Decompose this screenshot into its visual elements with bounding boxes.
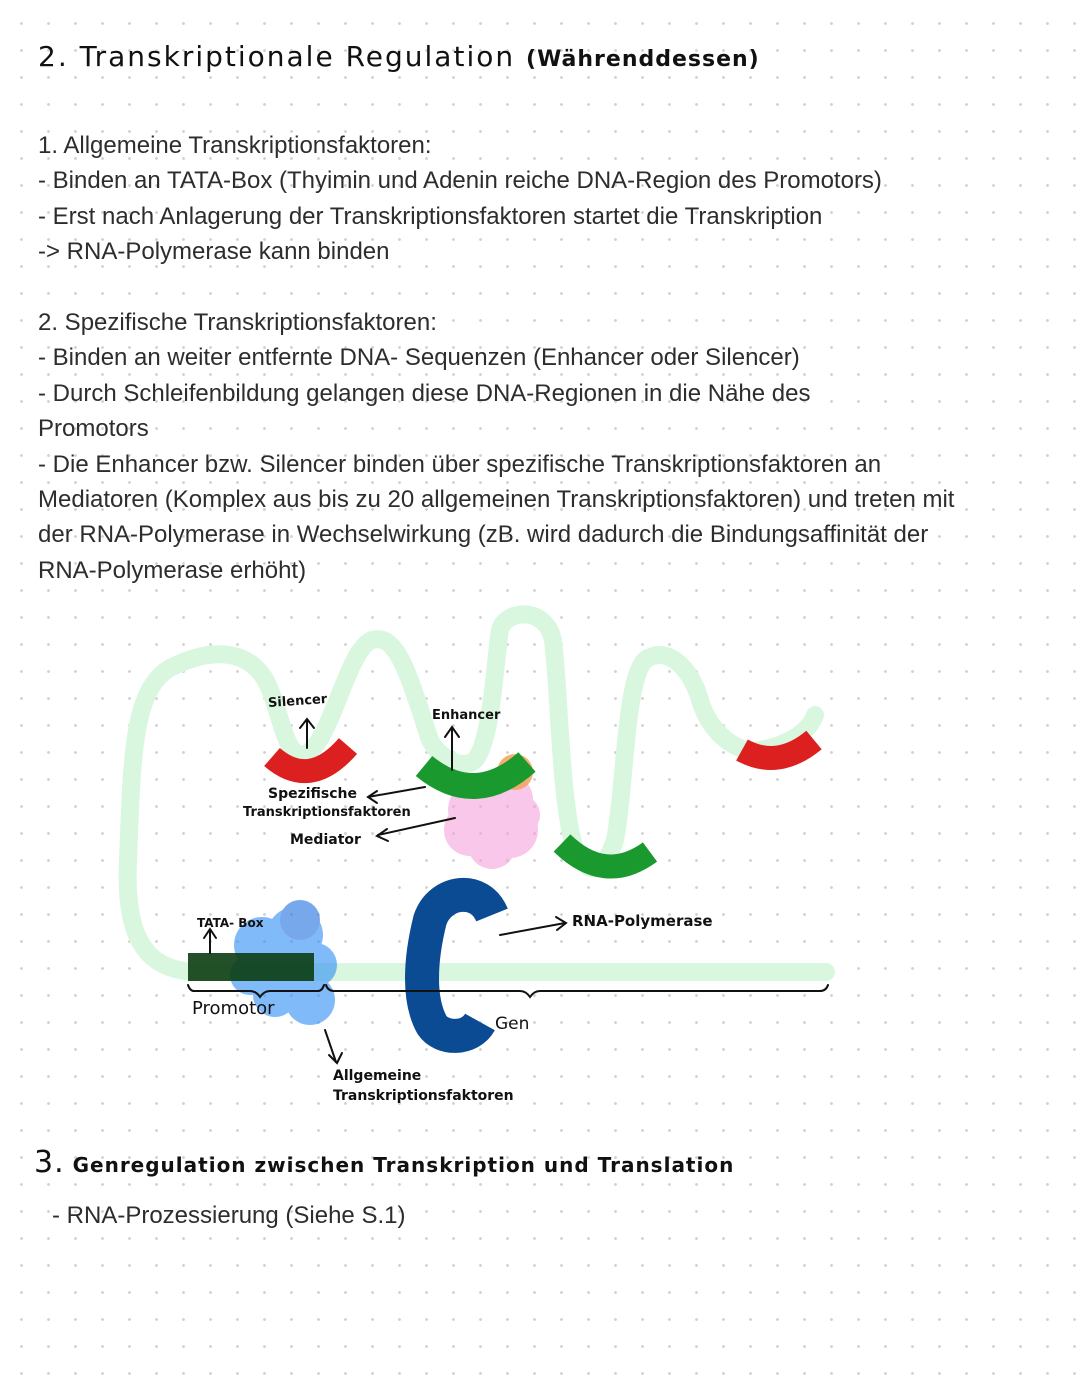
general-tf-line: -> RNA-Polymerase kann binden xyxy=(38,238,390,266)
label-enhancer: Enhancer xyxy=(432,708,501,723)
general-tf-title: 1. Allgemeine Transkriptionsfaktoren: xyxy=(38,132,432,159)
label-gen: Gen xyxy=(495,1014,530,1034)
section3-heading-num: 3. xyxy=(34,1145,65,1180)
section-heading-title: 2. Transkriptionale Regulation xyxy=(38,40,516,73)
label-mediator: Mediator xyxy=(290,832,361,848)
section3-block xyxy=(52,1198,1062,1233)
specific-tf-line: - Binden an weiter entfernte DNA- Sequenzen (Enhancer oder Silencer) xyxy=(38,344,800,372)
label-allgemeine-transkriptionsfaktoren: Transkriptionsfaktoren xyxy=(333,1088,514,1104)
specific-tf-line: - Durch Schleifenbildung gelangen diese DNA-Regionen in die Nähe des Promotors xyxy=(38,379,811,443)
label-allgemeine: Allgemeine xyxy=(333,1068,422,1084)
section-heading-paren: (Währenddessen) xyxy=(526,47,760,72)
section3-heading-title: Genregulation zwischen Transkription und Translation xyxy=(72,1153,735,1177)
section3-heading xyxy=(34,1145,734,1180)
tata-box xyxy=(188,953,314,981)
label-promotor: Promotor xyxy=(192,998,275,1019)
specific-tf-title: 2. Spezifische Transkriptionsfaktoren: xyxy=(38,309,437,336)
label-tata-box: TATA- Box xyxy=(197,916,264,930)
label-transkriptionsfaktoren: Transkriptionsfaktoren xyxy=(243,805,411,820)
section3-line: - RNA-Prozessierung (Siehe S.1) xyxy=(52,1202,406,1229)
general-tf-line: - Erst nach Anlagerung der Transkriptionsfaktoren startet die Transkription xyxy=(38,202,823,230)
specific-tf-line: - Die Enhancer bzw. Silencer binden über spezifische Transkriptionsfaktoren an Mediatoren (Komplex aus bis zu 20 allgemeinen Transkriptionsfaktoren) und treten mit der RNA-Polymerase in Wechselwirkung (zB. wird dadurch die Bindungsaffinität der RNA-Polymerase erhöht) xyxy=(38,450,955,584)
general-tf-line: - Binden an TATA-Box (Thyimin und Adenin reiche DNA-Region des Promotors) xyxy=(38,167,882,195)
label-rna-polymerase: RNA-Polymerase xyxy=(572,912,713,930)
label-silencer: Silencer xyxy=(267,691,328,712)
label-spezifische: Spezifische xyxy=(268,786,358,802)
